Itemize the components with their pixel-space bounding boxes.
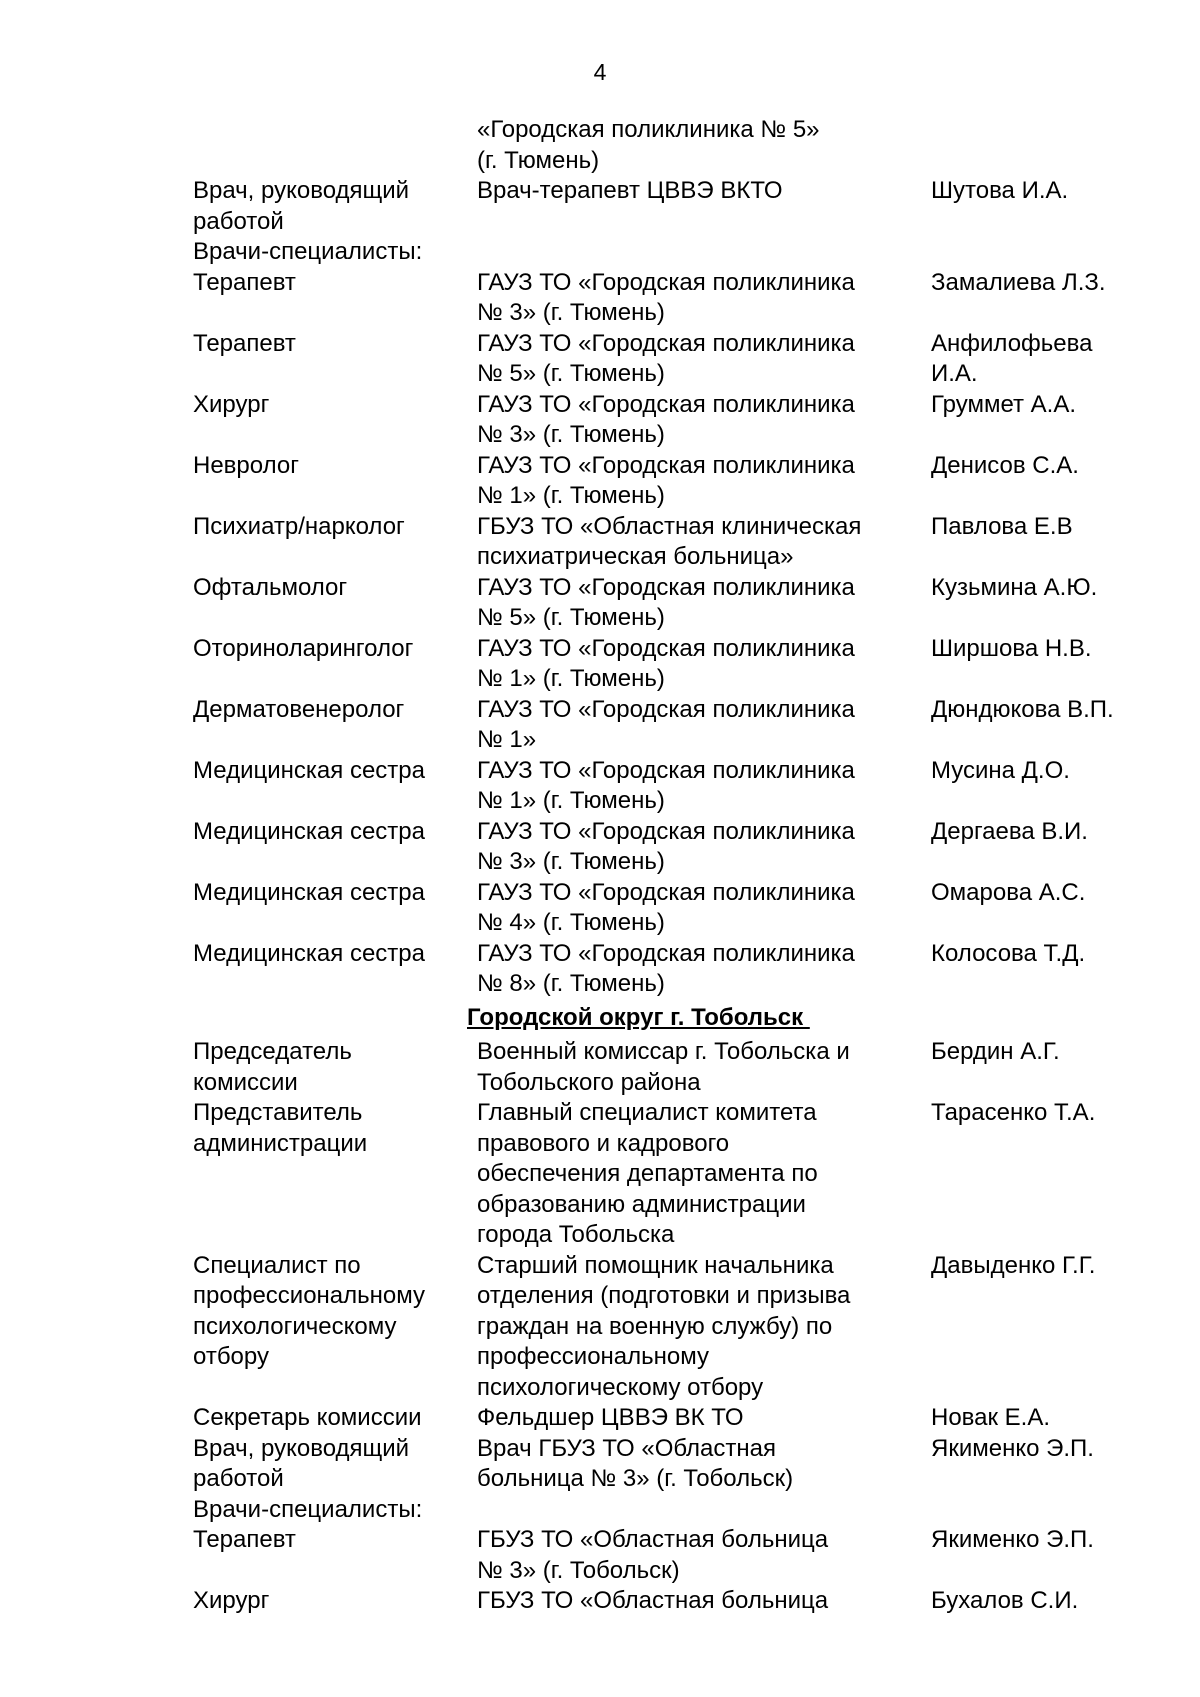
person-name-cell: Ширшова Н.В. [931,634,1092,662]
commission-rows-tobolsk [193,1037,1153,1617]
person-name-cell: Шутова И.А. [931,177,1069,204]
table-row [193,939,1153,1000]
role-cell: Медицинская сестра [193,817,425,845]
table-row [193,176,1153,237]
role-cell: Врачи-специалисты: [193,1495,423,1523]
person-name-cell: Якименко Э.П. [931,1526,1094,1553]
organization-cell: Врач-терапевт ЦВВЭ ВКТО [477,177,783,204]
organization-cell: «Городская поликлиника № 5» (г. Тюмень) [477,116,820,174]
organization-cell: ГАУЗ ТО «Городская поликлиника № 1» (г. Тюмень) [477,756,855,814]
table-row [193,1403,1153,1434]
role-cell: Врач, руководящий работой [193,177,410,235]
person-name-cell: Колосова Т.Д. [931,939,1086,967]
role-cell: Врачи-специалисты: [193,238,423,265]
organization-cell: Фельдшер ЦВВЭ ВК ТО [477,1404,744,1431]
table-row [193,573,1153,634]
organization-cell: ГАУЗ ТО «Городская поликлиника № 5» (г. Тюмень) [477,329,855,387]
person-name-cell: Денисов С.А. [931,451,1079,479]
table-row [193,1434,1153,1495]
role-cell: Секретарь комиссии [193,1404,422,1431]
table-row [193,1495,1153,1526]
person-name-cell: Тарасенко Т.А. [931,1099,1096,1126]
section-heading-row [193,1003,1153,1038]
table-row [193,451,1153,512]
person-name-cell: Бухалов С.И. [931,1587,1079,1614]
person-name-cell: Омарова А.С. [931,878,1086,906]
role-cell: Медицинская сестра [193,939,425,967]
organization-cell: ГАУЗ ТО «Городская поликлиника № 4» (г. Тюмень) [477,878,855,936]
person-name-cell: Груммет А.А. [931,390,1077,418]
role-cell: Председатель комиссии [193,1038,352,1096]
table-row [193,1251,1153,1404]
role-cell: Медицинская сестра [193,756,425,784]
organization-cell: Военный комиссар г. Тобольска и Тобольского района [477,1038,850,1096]
organization-cell: ГАУЗ ТО «Городская поликлиника № 1» (г. Тюмень) [477,634,855,692]
organization-cell: Главный специалист комитета правового и кадрового обеспечения департамента по образованию администрации города Тобольска [477,1099,818,1248]
table-row [193,634,1153,695]
person-name-cell: Якименко Э.П. [931,1434,1094,1462]
organization-cell: ГАУЗ ТО «Городская поликлиника № 8» (г. Тюмень) [477,939,855,997]
role-cell: Врач, руководящий работой [193,1434,410,1492]
organization-cell: Врач ГБУЗ ТО «Областная больница № 3» (г. Тобольск) [477,1434,794,1492]
person-name-cell: Давыденко Г.Г. [931,1251,1096,1279]
organization-cell: ГАУЗ ТО «Городская поликлиника № 5» (г. Тюмень) [477,573,855,631]
role-cell: Терапевт [193,329,296,357]
role-cell: Представитель администрации [193,1099,368,1157]
table-row [193,1586,1153,1617]
person-name-cell: Дергаева В.И. [931,817,1088,845]
role-cell: Хирург [193,1587,270,1614]
person-name-cell: Дюндюкова В.П. [931,695,1114,723]
table-row [193,512,1153,573]
organization-cell: ГБУЗ ТО «Областная клиническая психиатрическая больница» [477,512,862,570]
table-row [193,1525,1153,1586]
person-name-cell: Анфилофьева И.А. [931,329,1093,387]
person-name-cell: Новак Е.А. [931,1404,1051,1431]
table-row [193,756,1153,817]
table-row [193,1037,1153,1098]
organization-cell: ГБУЗ ТО «Областная больница [477,1587,829,1614]
table-row [193,115,1153,176]
person-name-cell: Мусина Д.О. [931,756,1070,784]
organization-cell: ГАУЗ ТО «Городская поликлиника № 3» (г. Тюмень) [477,268,855,326]
role-cell: Специалист по профессиональному психологическому отбору [193,1251,426,1370]
table-row [193,329,1153,390]
section-title: Городской округ г. Тобольск [467,1003,810,1031]
page-number: 4 [593,59,607,85]
table-row [193,1098,1153,1251]
organization-cell: ГАУЗ ТО «Городская поликлиника № 3» (г. Тюмень) [477,817,855,875]
role-cell: Оториноларинголог [193,634,414,662]
table-row [193,817,1153,878]
person-name-cell: Павлова Е.В [931,512,1073,540]
role-cell: Дерматовенеролог [193,695,405,723]
person-name-cell: Кузьмина А.Ю. [931,573,1098,601]
organization-cell: ГАУЗ ТО «Городская поликлиника № 1» (г. Тюмень) [477,451,855,509]
table-row [193,878,1153,939]
commission-table [193,115,1153,1617]
table-row [193,237,1153,268]
role-cell: Невролог [193,451,299,479]
organization-cell: Старший помощник начальника отделения (подготовки и призыва граждан на военную службу) по профессиональному психологическому отбору [477,1251,851,1401]
organization-cell: ГАУЗ ТО «Городская поликлиника № 1» [477,695,855,753]
table-row [193,268,1153,329]
organization-cell: ГАУЗ ТО «Городская поликлиника № 3» (г. Тюмень) [477,390,855,448]
role-cell: Офтальмолог [193,573,348,601]
role-cell: Психиатр/нарколог [193,512,405,540]
role-cell: Терапевт [193,268,296,296]
table-row [193,695,1153,756]
role-cell: Медицинская сестра [193,878,425,906]
role-cell: Хирург [193,390,270,418]
role-cell: Терапевт [193,1526,296,1553]
person-name-cell: Замалиева Л.З. [931,268,1106,296]
commission-rows-tyumen [193,115,1153,1000]
table-row [193,390,1153,451]
organization-cell: ГБУЗ ТО «Областная больница № 3» (г. Тобольск) [477,1526,829,1584]
person-name-cell: Бердин А.Г. [931,1038,1060,1065]
